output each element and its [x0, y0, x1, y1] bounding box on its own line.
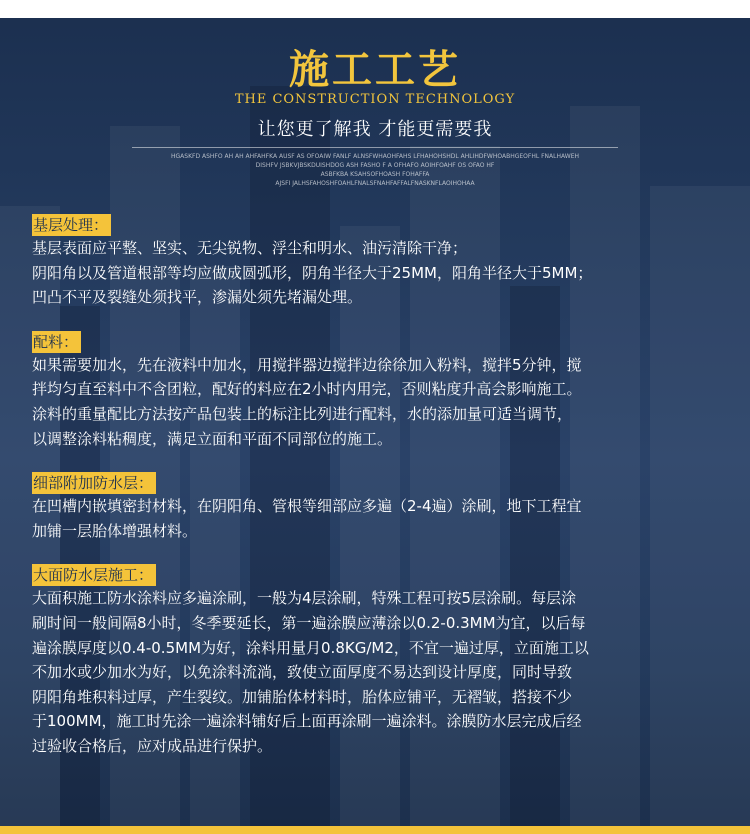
section-detail-waterproofing [32, 472, 724, 543]
paragraph-line: 于100MM，施工时先涂一遍涂料铺好后上面再涂刷一遍涂料。涂膜防水层完成后经 [32, 712, 582, 731]
fine-print-line: HGASKFD ASHFO AH AH AHFAHFKA AUSF AS OFOAIW FANLF ALNSFWHAOHFAHS LFHAHOHSHDL AHLIHDFWHOABHGEOFHL FNALHAWEH [171, 153, 579, 160]
paragraph-line: 涂料的重量配比方法按产品包装上的标注比列进行配料，水的添加量可适当调节， [32, 404, 573, 423]
paragraph-line: 如果需要加水，先在液料中加水，用搅拌器边搅拌边徐徐加入粉料，搅拌5分钟，搅 [32, 355, 582, 374]
fine-print-line: DISHFV JSBKVJBSKDUISHDOG ASH FASHO F A OFHAFO AOIHFOAHF OS OFAO HF [255, 162, 495, 169]
section-label: 基层处理： [32, 214, 111, 236]
paragraph-line: 阴阳角以及管道根部等均应做成圆弧形，阴角半径大于25MM，阳角半径大于5MM； [32, 263, 593, 282]
section-mixing [32, 331, 724, 451]
paragraph-line: 不加水或少加水为好，以免涂料流淌，致使立面厚度不易达到设计厚度，同时导致 [32, 663, 573, 682]
section-label: 配料： [32, 331, 81, 353]
paragraph-line: 凹凸不平及裂缝处须找平，渗漏处须先堵漏处理。 [32, 288, 363, 307]
paragraph-line: 拌均匀直至料中不含团粒，配好的料应在2小时内用完，否则粘度升高会影响施工。 [32, 380, 582, 399]
top-white-strip [0, 0, 750, 18]
paragraph-line: 遍涂膜厚度以0.4-0.5MM为好，涂料用量月0.8KG/M2，不宜一遍过厚，立面施工以 [32, 638, 589, 657]
section-base-treatment [32, 214, 724, 310]
fine-print-line: ASBFKBA KSAHSOFHOASH FOHAFFA [320, 171, 430, 178]
content [32, 214, 724, 780]
divider-line [132, 147, 618, 148]
fine-print-line: AJSFI JALHSFAHOSHFOAHLFNALSFNAHFAFFALFNASKNFLAOIHOHAA [275, 180, 475, 187]
section-large-area-construction [32, 564, 724, 758]
paragraph-line: 刷时间一般间隔8小时，冬季要延长，第一遍涂膜应薄涂以0.2-0.3MM为宜，以后每 [32, 613, 586, 632]
paragraph-line: 阴阳角堆积料过厚，产生裂纹。加铺胎体材料时，胎体应铺平，无褶皱，搭接不少 [32, 687, 573, 706]
english-subtitle: THE CONSTRUCTION TECHNOLOGY [234, 92, 516, 107]
paragraph-line: 在凹槽内嵌填密封材料，在阴阳角、管根等细部应多遍（2-4遍）涂刷，地下工程宜 [32, 497, 582, 516]
bottom-accent-strip [0, 826, 750, 834]
page-title: 施工工艺 [289, 47, 461, 93]
paragraph-line: 以调整涂料粘稠度，满足立面和平面不同部位的施工。 [32, 429, 393, 448]
paragraph-line: 大面积施工防水涂料应多遍涂刷，一般为4层涂刷，特殊工程可按5层涂刷。每层涂 [32, 589, 577, 608]
paragraph-line: 加铺一层胎体增强材料。 [32, 521, 198, 540]
slogan: 让您更了解我 才能更需要我 [257, 119, 493, 140]
header [0, 18, 750, 198]
section-label: 大面防水层施工： [32, 564, 156, 586]
paragraph-line: 基层表面应平整、坚实、无尖锐物、浮尘和明水、油污清除干净； [32, 239, 468, 257]
paragraph-line: 过验收合格后，应对成品进行保护。 [32, 736, 273, 755]
section-label: 细部附加防水层： [32, 472, 156, 494]
